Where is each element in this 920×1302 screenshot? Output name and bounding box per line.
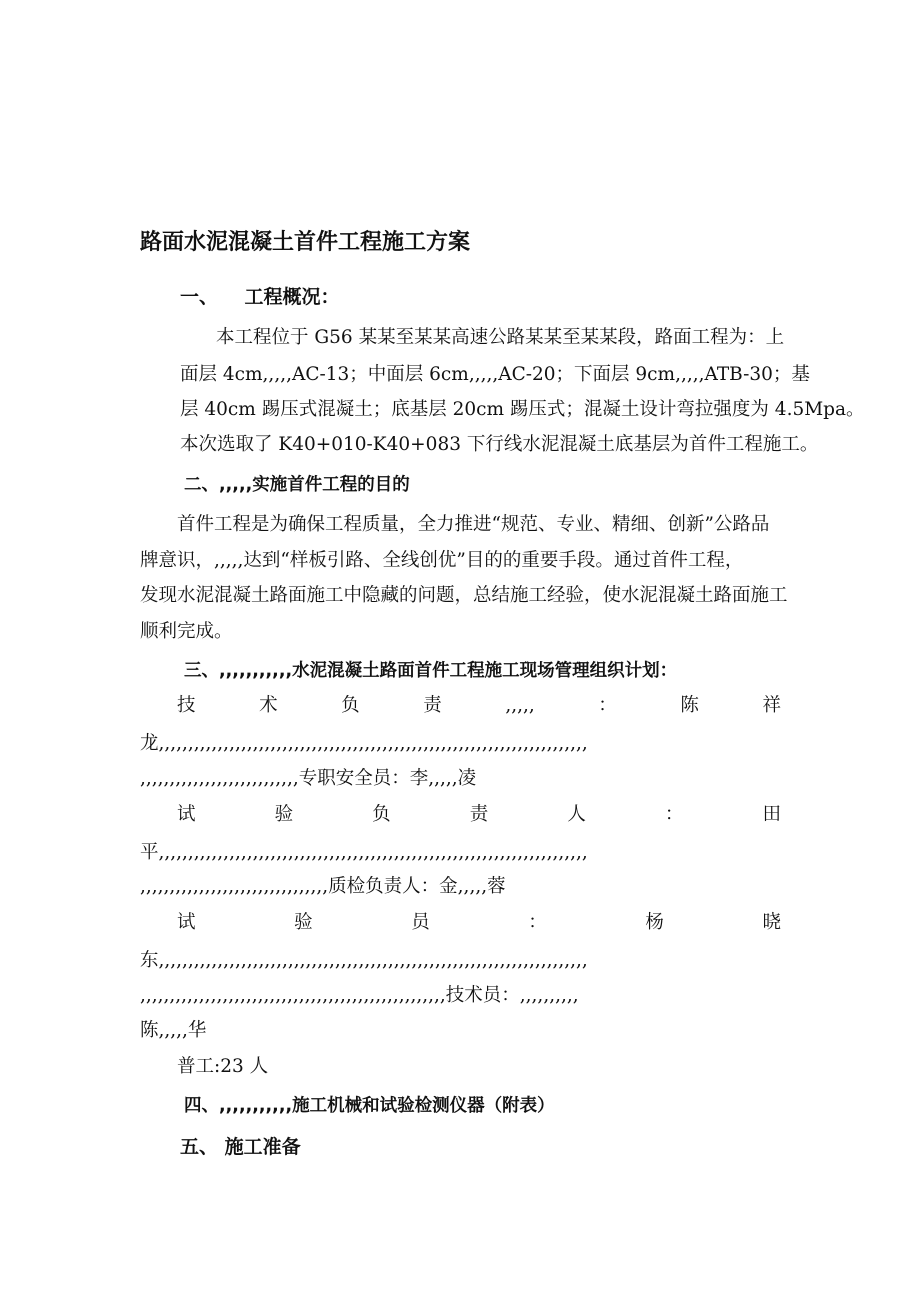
org-safety-officer-line: ,,,,,,,,,,,,,,,,,,,,,,,,,,,专职安全员：李,,,,,凌: [140, 768, 477, 789]
org-char: 责: [423, 695, 442, 716]
org-technician-name-line: 陈,,,,,华: [140, 1020, 207, 1041]
document-title: 路面水泥混凝土首件工程施工方案: [140, 230, 471, 255]
paragraph-line: 本工程位于 G56 某某至某某高速公路某某至某某段，路面工程为：上: [216, 327, 785, 348]
org-char: 责: [469, 804, 489, 825]
paragraph-line: 层 40cm 踢压式混凝土；底基层 20cm 踢压式；混凝土设计弯拉强度为 4.5Mpa。: [180, 399, 865, 420]
org-char: 负: [372, 804, 391, 825]
section-4-heading: 四、,,,,,,,,,,,施工机械和试验检测仪器（附表）: [184, 1096, 555, 1116]
org-char: 杨: [645, 912, 664, 933]
section-5-heading: 五、 施工准备: [180, 1136, 301, 1158]
paragraph-line: 首件工程是为确保工程质量，全力推进“规范、专业、精细、创新”公路品: [177, 514, 770, 535]
org-char: 验: [294, 912, 313, 933]
org-tester-row: [177, 910, 781, 936]
org-char: 员: [411, 912, 430, 933]
section-3-heading: 三、,,,,,,,,,,,水泥混凝土路面首件工程施工现场管理组织计划：: [184, 661, 678, 681]
org-filler-line: 平,,,,,,,,,,,,,,,,,,,,,,,,,,,,,,,,,,,,,,,,,,,,,,,,,,,,,,,,,,,,,,,,,,,,,,,,,: [140, 842, 588, 863]
org-char: ：: [598, 695, 617, 716]
org-filler-line: 龙,,,,,,,,,,,,,,,,,,,,,,,,,,,,,,,,,,,,,,,,,,,,,,,,,,,,,,,,,,,,,,,,,,,,,,,,,: [140, 733, 588, 754]
org-char: 祥: [762, 695, 781, 716]
paragraph-line: 顺利完成。: [140, 621, 233, 642]
org-filler-line: 东,,,,,,,,,,,,,,,,,,,,,,,,,,,,,,,,,,,,,,,,,,,,,,,,,,,,,,,,,,,,,,,,,,,,,,,,,: [140, 950, 588, 971]
org-char: 术: [259, 695, 278, 716]
org-test-lead-row: [177, 802, 781, 828]
org-char: 人: [567, 804, 586, 825]
paragraph-line: 牌意识，,,,,,达到“样板引路、全线创优”目的的重要手段。通过首件工程，: [140, 550, 744, 571]
paragraph-line: 本次选取了 K40+010-K40+083 下行线水泥混凝土底基层为首件工程施工。: [180, 434, 819, 455]
paragraph-line: 发现水泥混凝土路面施工中隐藏的问题，总结施工经验，使水泥混凝土路面施工: [140, 585, 788, 606]
org-char: 晓: [762, 912, 781, 933]
org-char: 陈: [680, 695, 699, 716]
org-char: 技: [177, 695, 196, 716]
section-1-heading: 一、 工程概况：: [180, 286, 340, 308]
org-technician-line: ,,,,,,,,,,,,,,,,,,,,,,,,,,,,,,,,,,,,,,,,,,,,,,,,,,,,技术员：,,,,,,,,,,: [140, 985, 579, 1006]
org-technical-lead-row: [177, 693, 781, 719]
org-char: 验: [274, 804, 294, 825]
org-char: ：: [664, 804, 684, 825]
org-char: 负: [341, 695, 360, 716]
org-char: ,,,,,: [505, 695, 535, 716]
workers-count: 普工:23 人: [177, 1056, 269, 1077]
org-char: ：: [528, 912, 547, 933]
org-qc-lead-line: ,,,,,,,,,,,,,,,,,,,,,,,,,,,,,,,,质检负责人：金,,,,,蓉: [140, 876, 506, 897]
org-char: 试: [177, 804, 196, 825]
org-char: 试: [177, 912, 196, 933]
paragraph-line: 面层 4cm,,,,,AC-13；中面层 6cm,,,,,AC-20；下面层 9cm,,,,,ATB-30；基: [180, 364, 810, 385]
org-char: 田: [762, 804, 781, 825]
section-2-heading: 二、,,,,,实施首件工程的目的: [184, 475, 410, 495]
